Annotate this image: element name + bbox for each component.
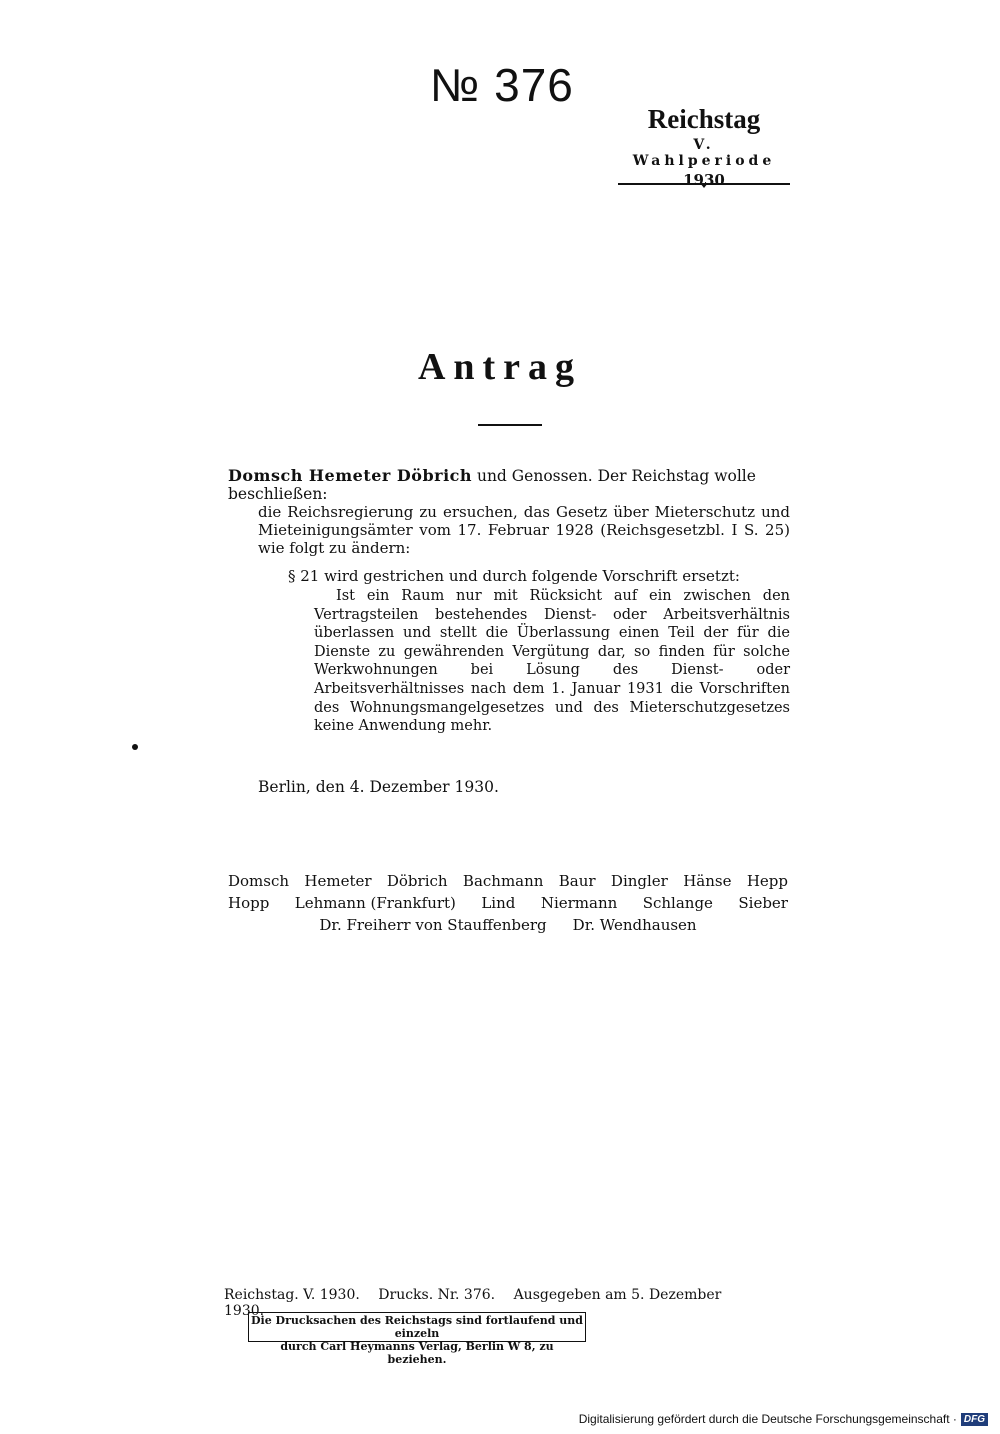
signer-name: Hopp <box>228 894 270 912</box>
signer-name: Hänse <box>683 872 732 890</box>
signers-block <box>228 870 788 936</box>
notice-line-2: durch Carl Heymanns Verlag, Berlin W 8, zu beziehen. <box>280 1340 554 1366</box>
digitization-credit <box>579 1412 988 1426</box>
request-text: die Reichsregierung zu ersuchen, das Gesetz über Mieterschutz und Mieteinigungsämter vom 17. Februar 1928 (Reichsgesetzbl. I S. 25) wie folgt zu ändern: <box>258 503 790 557</box>
signer-name: Schlange <box>642 894 713 912</box>
reichstag-title: Reichstag <box>647 104 761 134</box>
city-date: Berlin, den 4. Dezember 1930. <box>258 778 499 796</box>
document-number: № 376 <box>430 59 574 111</box>
signer-name: Bachmann <box>462 872 544 890</box>
intro-names: Domsch Hemeter Döbrich <box>228 466 473 485</box>
publisher-notice <box>248 1312 586 1366</box>
intro-line <box>228 466 798 503</box>
signer-name: Niermann <box>540 894 618 912</box>
signer-name: Dr. Wendhausen <box>572 916 697 934</box>
header-year: 1930 <box>683 171 725 189</box>
document-title: Antrag <box>417 346 583 388</box>
signer-name: Hemeter <box>304 872 372 890</box>
signer-name: Domsch <box>228 872 290 890</box>
title-rule <box>478 424 542 426</box>
dfg-logo: DFG <box>961 1413 988 1426</box>
header-rule-notch <box>700 183 708 188</box>
signer-row-2 <box>228 892 788 914</box>
signer-name: Dingler <box>610 872 668 890</box>
signer-name: Sieber <box>738 894 788 912</box>
signer-name: Hepp <box>746 872 788 890</box>
paragraph-text: § 21 wird gestrichen und durch folgende Vorschrift ersetzt: <box>288 567 740 585</box>
imprint-print-number: Drucks. Nr. 376. <box>378 1287 496 1303</box>
signer-name: Dr. Freiherr von Stauffenberg <box>319 916 547 934</box>
provision-text: Ist ein Raum nur mit Rücksicht auf ein zwischen den Vertragsteilen bestehendes Dienst- oder Arbeitsverhältnis überlassen und stellt die Überlassung einen Teil der für die Dienste zu gewährenden Vergütung dar, so finden für solche Werkwohnungen bei Lösung des Dienst- oder Arbeitsverhältnisses nach dem 1. Januar 1931 die Vorschriften des Wohnungsmangelgesetzes und des Mieterschutzgesetzes keine Anwendung mehr. <box>314 588 790 735</box>
margin-dot <box>132 744 138 750</box>
imprint-session: Reichstag. V. 1930. <box>224 1287 360 1303</box>
signer-name: Lind <box>481 894 516 912</box>
signer-name: Döbrich <box>386 872 448 890</box>
signer-row-3 <box>228 914 788 936</box>
credit-text: Digitalisierung gefördert durch die Deutsche Forschungsgemeinschaft · <box>578 1412 957 1426</box>
signer-name: Baur <box>558 872 596 890</box>
imprint-issue-date: Ausgegeben am 5. Dezember 1930. <box>224 1287 722 1319</box>
signer-name: Lehmann (Frankfurt) <box>294 894 456 912</box>
electoral-period: V. Wahlperiode <box>632 137 776 169</box>
notice-line-1: Die Drucksachen des Reichstags sind fortlaufend und einzeln <box>251 1314 583 1340</box>
intro-text: und Genossen. Der Reichstag wolle beschließen: <box>228 467 756 503</box>
reichstag-header <box>618 104 790 189</box>
signer-row-1 <box>228 870 788 892</box>
